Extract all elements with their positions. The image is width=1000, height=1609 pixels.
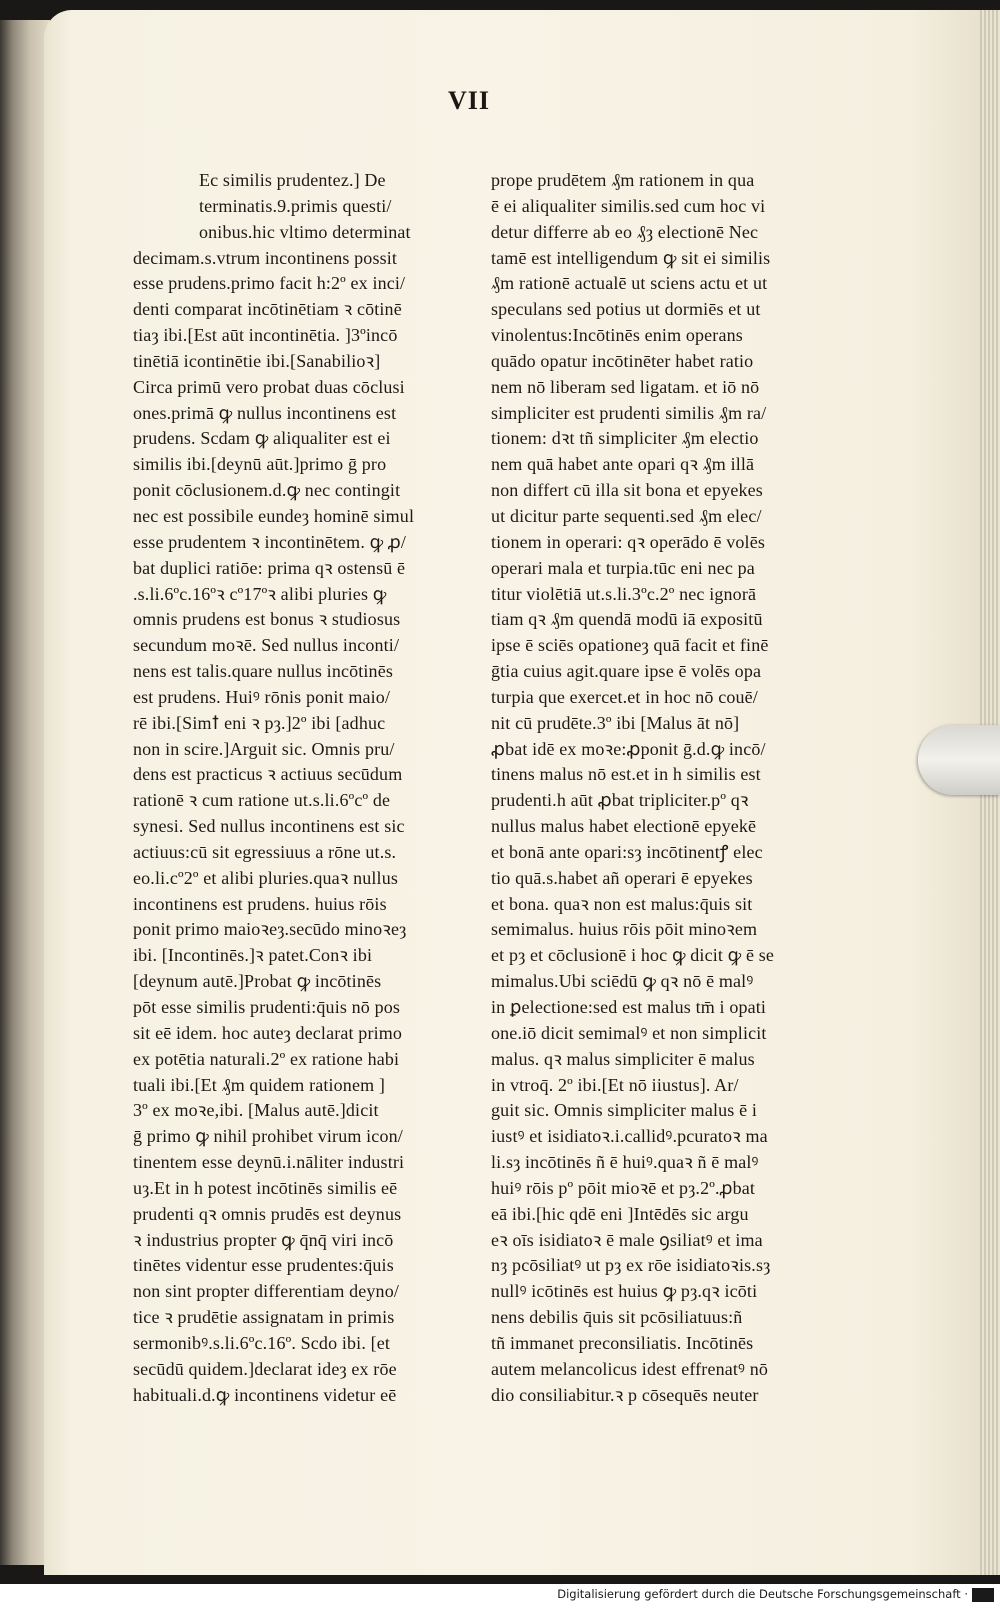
text-line: ₰m rationē actualē ut sciens actu et ut: [491, 273, 768, 294]
text-line: ex potētia naturali.2º ex ratione habi: [133, 1048, 400, 1069]
text-line: habituali.d.ꝙ incontinens videtur eē: [133, 1384, 397, 1405]
text-line: tio quā.s.habet añ operari ē epyekes: [491, 867, 753, 888]
text-line: sit eē idem. hoc auteȝ declarat primo: [133, 1022, 403, 1043]
text-line: secūdū quidem.]declarat ideȝ ex rōe: [133, 1358, 397, 1379]
text-line: ponit cōclusionem.d.ꝙ nec contingit: [133, 480, 401, 501]
text-line: tamē est intelligendum ꝙ sit ei similis: [491, 247, 771, 268]
text-line: denti comparat incōtinētiam ꝛ cōtinē: [133, 299, 402, 320]
text-line: in ꝑelectione:sed est malus tm̄ i opati: [491, 997, 767, 1017]
text-line: Ec similis prudentez.] De: [199, 170, 386, 190]
text-line: sermonibꝰ.s.li.6ºc.16º. Scdo ibi. [et: [133, 1332, 391, 1353]
text-line: turpia que exercet.et in hoc nō couē/: [491, 686, 758, 707]
text-line: actiuus:cū sit egressiuus a rōne ut.s.: [133, 841, 397, 862]
text-line: operari mala et turpia.tūc eni nec pa: [491, 557, 755, 578]
text-line: quādo opatur incōtinēter habet ratio: [491, 350, 754, 371]
text-line: dio consiliabitur.ꝛ p cōsequēs neuter: [491, 1384, 759, 1405]
text-line: nens debilis q̄uis sit pcōsiliatuus:ñ: [491, 1307, 743, 1328]
text-line: [deynum autē.]Probat ꝙ incōtinēs: [133, 971, 382, 992]
folio-number: VII: [448, 86, 491, 115]
text-line: onibus.hic vltimo determinat: [199, 221, 411, 242]
text-line: ones.primā ꝙ nullus incontinens est: [133, 402, 397, 423]
text-line: ibi. [Incontinēs.]ꝛ patet.Conꝛ ibi: [133, 945, 373, 966]
text-line: esse prudentem ꝛ incontinētem. ꝙ ꝓ/: [133, 531, 407, 552]
text-line: esse prudens.primo facit h:2º ex inci/: [133, 273, 406, 294]
text-line: nec est possibile eundeȝ hominē simul: [133, 505, 415, 526]
text-line: nens est talis.quare nullus incōtinēs: [133, 661, 394, 682]
text-line: rē ibi.[Simꝉ eni ꝛ pȝ.]2º ibi [adhuc: [133, 712, 386, 733]
text-line: iustꝰ et isidiatoꝛ.i.callidꝰ.pcuratoꝛ ma: [491, 1126, 768, 1147]
text-line: prudenti.h aūt ꝓbat tripliciter.pº qꝛ: [491, 790, 749, 811]
text-line: omnis prudens est bonus ꝛ studiosus: [133, 609, 401, 630]
text-line: secundum moꝛē. Sed nullus inconti/: [133, 635, 400, 656]
text-line: incontinens est prudens. huius rōis: [133, 893, 387, 914]
text-line: ꝓbat idē ex moꝛe:ꝓponit ḡ.d.ꝙ incō/: [491, 738, 766, 759]
text-line: mimalus.Ubi sciēdū ꝙ qꝛ nō ē malꝰ: [491, 971, 754, 992]
text-line: ipse ē sciēs opationeȝ quā facit et finē: [491, 635, 769, 656]
text-line: one.iō dicit semimalꝰ et non simplicit: [491, 1022, 767, 1043]
text-line: ut dicitur parte sequenti.sed ₰m elec/: [491, 505, 762, 526]
text-line: tinētes videntur esse prudentes:q̄uis: [133, 1255, 394, 1276]
text-line: pōt esse similis prudenti:q̄uis nō pos: [133, 997, 401, 1017]
text-line: prope prudētem ₰m rationem in qua: [491, 170, 755, 190]
text-line: tñ immanet preconsiliatis. Incōtinēs: [491, 1332, 754, 1353]
text-line: ē ei aliqualiter similis.sed cum hoc vi: [491, 195, 766, 216]
text-line: non sint propter differentiam deyno/: [133, 1281, 400, 1302]
text-line: nem nō liberam sed ligatam. et iō nō: [491, 376, 760, 397]
text-line: prudenti qꝛ omnis prudēs est deynus: [133, 1203, 402, 1224]
text-line: in vtroq̄. 2º ibi.[Et nō iiustus]. Ar/: [491, 1074, 739, 1095]
book-page: [44, 10, 984, 1575]
text-line: bat duplici ratiōe: prima qꝛ ostensū ē: [133, 557, 406, 578]
page-clip-tab: [918, 725, 1000, 795]
text-line: nem quā habet ante opari qꝛ ₰m illā: [491, 454, 755, 475]
text-line: malus. qꝛ malus simpliciter ē malus: [491, 1048, 755, 1069]
text-line: non in scire.]Arguit sic. Omnis pru/: [133, 738, 395, 759]
text-line: Circa primū vero probat duas cōclusi: [133, 376, 405, 397]
text-line: rationē ꝛ cum ratione ut.s.li.6ºcº de: [133, 790, 391, 811]
text-line: est prudens. Huiꝰ rōnis ponit maio/: [133, 686, 391, 707]
text-line: et pȝ et cōclusionē i hoc ꝙ dicit ꝙ ē se: [491, 945, 775, 966]
text-line: simpliciter est prudenti similis ₰m ra/: [491, 402, 767, 423]
right-text-column: [491, 168, 791, 1409]
text-line: et bona. quaꝛ non est malus:q̄uis sit: [491, 893, 753, 914]
text-line: 3º ex moꝛe,ibi. [Malus autē.]dicit: [133, 1100, 379, 1121]
text-line: .s.li.6ºc.16ºꝛ cº17ºꝛ alibi pluries ꝙ: [133, 583, 387, 604]
text-line: nȝ pcōsiliatꝰ ut pȝ ex rōe isidiatoꝛis.sȝ: [491, 1255, 771, 1276]
text-line: similis ibi.[deynū aūt.]primo ḡ pro: [133, 454, 387, 475]
text-line: non differt cū illa sit bona et epyekes: [491, 480, 763, 501]
text-line: decimam.s.vtrum incontinens possit: [133, 247, 398, 268]
text-line: synesi. Sed nullus incontinens est sic: [133, 816, 405, 837]
text-line: nullus malus habet electionē epyekē: [491, 816, 757, 837]
text-line: eꝛ oīs isidiatoꝛ ē male ꝯsiliatꝰ et ima: [491, 1229, 763, 1250]
text-line: guit sic. Omnis simpliciter malus ē i: [491, 1100, 758, 1121]
text-line: huiꝰ rōis pº pōit mioꝛē et pȝ.2º.ꝓbat: [491, 1177, 756, 1198]
text-line: nit cū prudēte.3º ibi [Malus āt nō]: [491, 712, 740, 733]
text-line: detur differre ab eo ₰ȝ electionē Nec: [491, 221, 759, 242]
text-line: tinens malus nō est.et in h similis est: [491, 764, 761, 785]
text-line: titur violētiā ut.s.li.3ºc.2º nec ignorā: [491, 583, 757, 604]
text-line: speculans sed potius ut dormiēs et ut: [491, 299, 761, 320]
text-line: ḡtia cuius agit.quare ipse ē volēs opa: [491, 661, 762, 682]
text-line: tiaȝ ibi.[Est aūt incontinētia. ]3ºincō: [133, 325, 398, 346]
text-line: tiam qꝛ ₰m quendā modū iā expositū: [491, 609, 763, 630]
text-line: tuali ibi.[Et ₰m quidem rationem ]: [133, 1074, 386, 1095]
text-line: autem melancolicus idest effrenatꝰ nō: [491, 1358, 768, 1379]
text-line: et bonā ante opari:sȝ incōtinentꝭ elec: [491, 841, 763, 862]
text-line: tice ꝛ prudētie assignatam in primis: [133, 1307, 395, 1328]
text-line: nullꝰ icōtinēs est huius ꝙ pȝ.qꝛ icōti: [491, 1281, 758, 1302]
text-line: tinētiā icontinētie ibi.[Sanabilioꝛ]: [133, 350, 381, 371]
text-line: eā ibi.[hic qdē eni ]Intēdēs sic argu: [491, 1203, 749, 1224]
footer-credit: Digitalisierung gefördert durch die Deutsche Forschungsgemeinschaft ·: [557, 1587, 968, 1601]
text-line: eo.li.cº2º et alibi pluries.quaꝛ nullus: [133, 867, 398, 888]
previous-page-edge: [0, 20, 50, 1565]
text-line: ponit primo maioꝛeȝ.secūdo minoꝛeȝ: [133, 919, 407, 940]
text-line: li.sȝ incōtinēs ñ ē huiꝰ.quaꝛ ñ ē malꝰ: [491, 1152, 759, 1173]
text-line: semimalus. huius rōis pōit minoꝛem: [491, 919, 758, 940]
text-line: dens est practicus ꝛ actiuus secūdum: [133, 764, 403, 785]
text-line: terminatis.9.primis questi/: [199, 195, 392, 216]
text-line: vinolentus:Incōtinēs enim operans: [491, 325, 743, 346]
text-line: uȝ.Et in h potest incōtinēs similis eē: [133, 1177, 398, 1198]
text-line: tinentem esse deynū.i.nāliter industri: [133, 1152, 405, 1173]
left-text-column: [133, 168, 433, 1409]
text-line: tionem: dꝛt tñ simpliciter ₰m electio: [491, 428, 759, 449]
text-line: ꝛ industrius propter ꝙ q̄nq̄ viri incō: [133, 1229, 394, 1250]
footer-bar: [0, 1584, 1000, 1609]
text-line: prudens. Scdam ꝙ aliqualiter est ei: [133, 428, 391, 449]
dfg-logo-icon: [972, 1588, 994, 1602]
text-line: tionem in operari: qꝛ operādo ē volēs: [491, 531, 766, 552]
text-line: ḡ primo ꝙ nihil prohibet virum icon/: [133, 1126, 403, 1147]
